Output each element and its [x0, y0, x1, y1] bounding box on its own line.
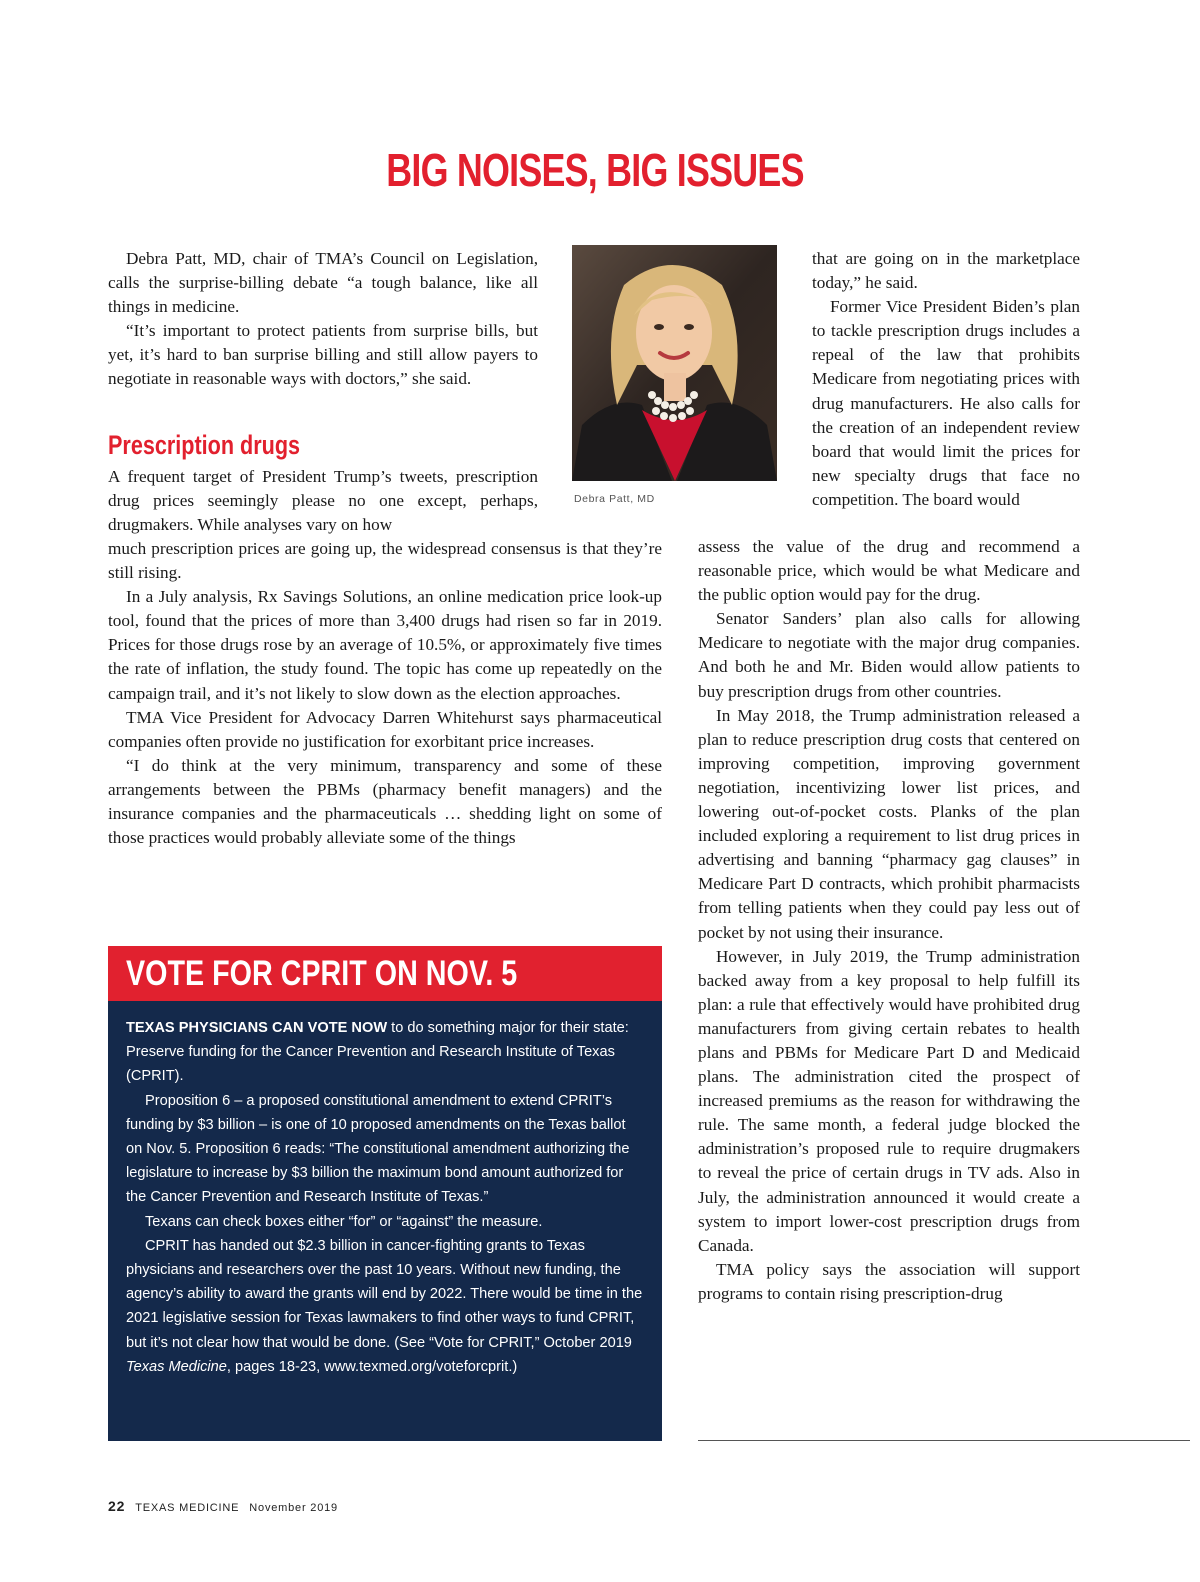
- sidebar-title: VOTE FOR CPRIT ON NOV. 5: [126, 953, 518, 993]
- sidebar-paragraph: Proposition 6 – a proposed constitutional amendment to extend CPRIT’s funding by $3 billion – is one of 10 proposed amendments on the Texas ballot on Nov. 5. Proposition 6 reads: “The constitutional amendment authorizing the legislature to increase by $3 billion the maximum bond amount authorized for the Cancer Prevention and Research Institute of Texas.”: [126, 1092, 630, 1206]
- paragraph: However, in July 2019, the Trump administration backed away from a key proposal to help fulfill its plan: a rule that effectively would have prohibited drug manufacturers from giving certain rebates to health plans and PBMs for Medicare Part D and Medicaid plans. The administration cited the prospect of increased premiums as the reason for withdrawing the rule. The same month, a federal judge blocked the administration’s proposed rule to require drugmakers to reveal the price of certain drugs in TV ads. Also in July, the administration announced it would create a system to import lower-cost prescription drugs from Canada.: [698, 946, 1080, 1255]
- photo-caption: Debra Patt, MD: [574, 493, 655, 505]
- paragraph: “It’s important to protect patients from surprise bills, but yet, it’s hard to ban surprise billing and still allow payers to negotiate in reasonable ways with doctors,” she said.: [108, 321, 538, 389]
- issue-date: November 2019: [249, 1502, 338, 1514]
- sidebar-text: CPRIT has handed out $2.3 billion in cancer-fighting grants to Texas physicians and researchers over the past 10 years. Without new funding, the agency’s ability to award the grants will end by 2022. There would be time in the 2021 legislative session for Texas lawmakers to find other ways to fund CPRIT, but it’s not clear how that would be done. (See “Vote for CPRIT,” October 2019: [126, 1237, 643, 1351]
- right-column-top: [812, 247, 1080, 512]
- paragraph: In a July analysis, Rx Savings Solutions, an online medication price look-up tool, found that the prices of more than 3,400 drugs had risen so far in 2019. Prices for those drugs rose by an average of 10.5%, or approximately five times the rate of inflation, the study found. The topic has come up repeatedly on the campaign trail, and it’s not likely to slow down as the election approaches.: [108, 587, 662, 703]
- column-end-rule: [698, 1440, 1190, 1441]
- paragraph: assess the value of the drug and recommend a reasonable price, which would be what Medicare and the public option would pay for the drug.: [698, 537, 1080, 605]
- portrait-illustration: [572, 245, 777, 481]
- sidebar-lead-rest: to do something major for their state: Preserve funding for the Cancer Prevention and Research Institute of Texas (CPRIT).: [126, 1020, 629, 1085]
- subhead-prescription-drugs: Prescription drugs: [108, 430, 301, 460]
- headline: BIG NOISES, BIG ISSUES: [386, 144, 804, 196]
- left-column-middle: [108, 537, 662, 850]
- sidebar-body: [108, 1001, 662, 1379]
- portrait-photo: [572, 245, 777, 481]
- sidebar-paragraph: [126, 1016, 644, 1089]
- page-number: 22: [108, 1498, 126, 1514]
- sidebar-paragraph: Texans can check boxes either “for” or “against” the measure.: [145, 1213, 543, 1230]
- paragraph: “I do think at the very minimum, transparency and some of these arrangements between the PBMs (pharmacy benefit managers) and the insurance companies and the pharmaceuticals … shedding light on some of those practices would probably alleviate some of the things: [108, 755, 662, 848]
- left-column-top: [108, 247, 538, 392]
- sidebar-paragraph: [126, 1234, 644, 1379]
- paragraph: Former Vice President Biden’s plan to tackle prescription drugs includes a repeal of the law that prohibits Medicare from negotiating prices with drug manufacturers. He also calls for the creation of an independent review board that would limit the prices for new specialty drugs that face no competition. The board would: [812, 297, 1080, 509]
- sidebar-header: [108, 946, 662, 1001]
- cprit-sidebar: [108, 946, 662, 1441]
- sidebar-text: , pages 18-23, www.texmed.org/voteforcprit.): [226, 1358, 518, 1375]
- paragraph: TMA policy says the association will support programs to contain rising prescription-drug: [698, 1259, 1080, 1303]
- right-column-main: [698, 535, 1080, 1306]
- sidebar-italic-title: Texas Medicine: [126, 1358, 227, 1375]
- paragraph: TMA Vice President for Advocacy Darren Whitehurst says pharmaceutical companies often provide no justification for exorbitant price increases.: [108, 707, 662, 751]
- paragraph: A frequent target of President Trump’s tweets, prescription drug prices seemingly please no one except, perhaps, drugmakers. While analyses vary on how: [108, 467, 538, 535]
- paragraph: In May 2018, the Trump administration released a plan to reduce prescription drug costs that centered on improving competition, improving government negotiation, incentivizing lower list prices, and lowering out-of-pocket costs. Planks of the plan included exploring a requirement to list drug prices in advertising and banning “pharmacy gag clauses” in Medicare Part D contracts, which prohibit pharmacists from telling patients when they could pay less out of pocket by not using their insurance.: [698, 705, 1080, 942]
- paragraph: Senator Sanders’ plan also calls for allowing Medicare to negotiate with the major drug companies. And both he and Mr. Biden would allow patients to buy prescription drugs from other countries.: [698, 609, 1080, 701]
- left-column-sub: [108, 465, 538, 537]
- paragraph: that are going on in the marketplace today,” he said.: [812, 249, 1080, 293]
- sidebar-lead: TEXAS PHYSICIANS CAN VOTE NOW: [126, 1020, 388, 1036]
- paragraph: Debra Patt, MD, chair of TMA’s Council on Legislation, calls the surprise-billing debate “a tough balance, like all things in medicine.: [108, 249, 538, 317]
- paragraph: much prescription prices are going up, the widespread consensus is that they’re still rising.: [108, 539, 662, 583]
- page-footer: [108, 1498, 338, 1514]
- publication-name: TEXAS MEDICINE: [135, 1502, 240, 1514]
